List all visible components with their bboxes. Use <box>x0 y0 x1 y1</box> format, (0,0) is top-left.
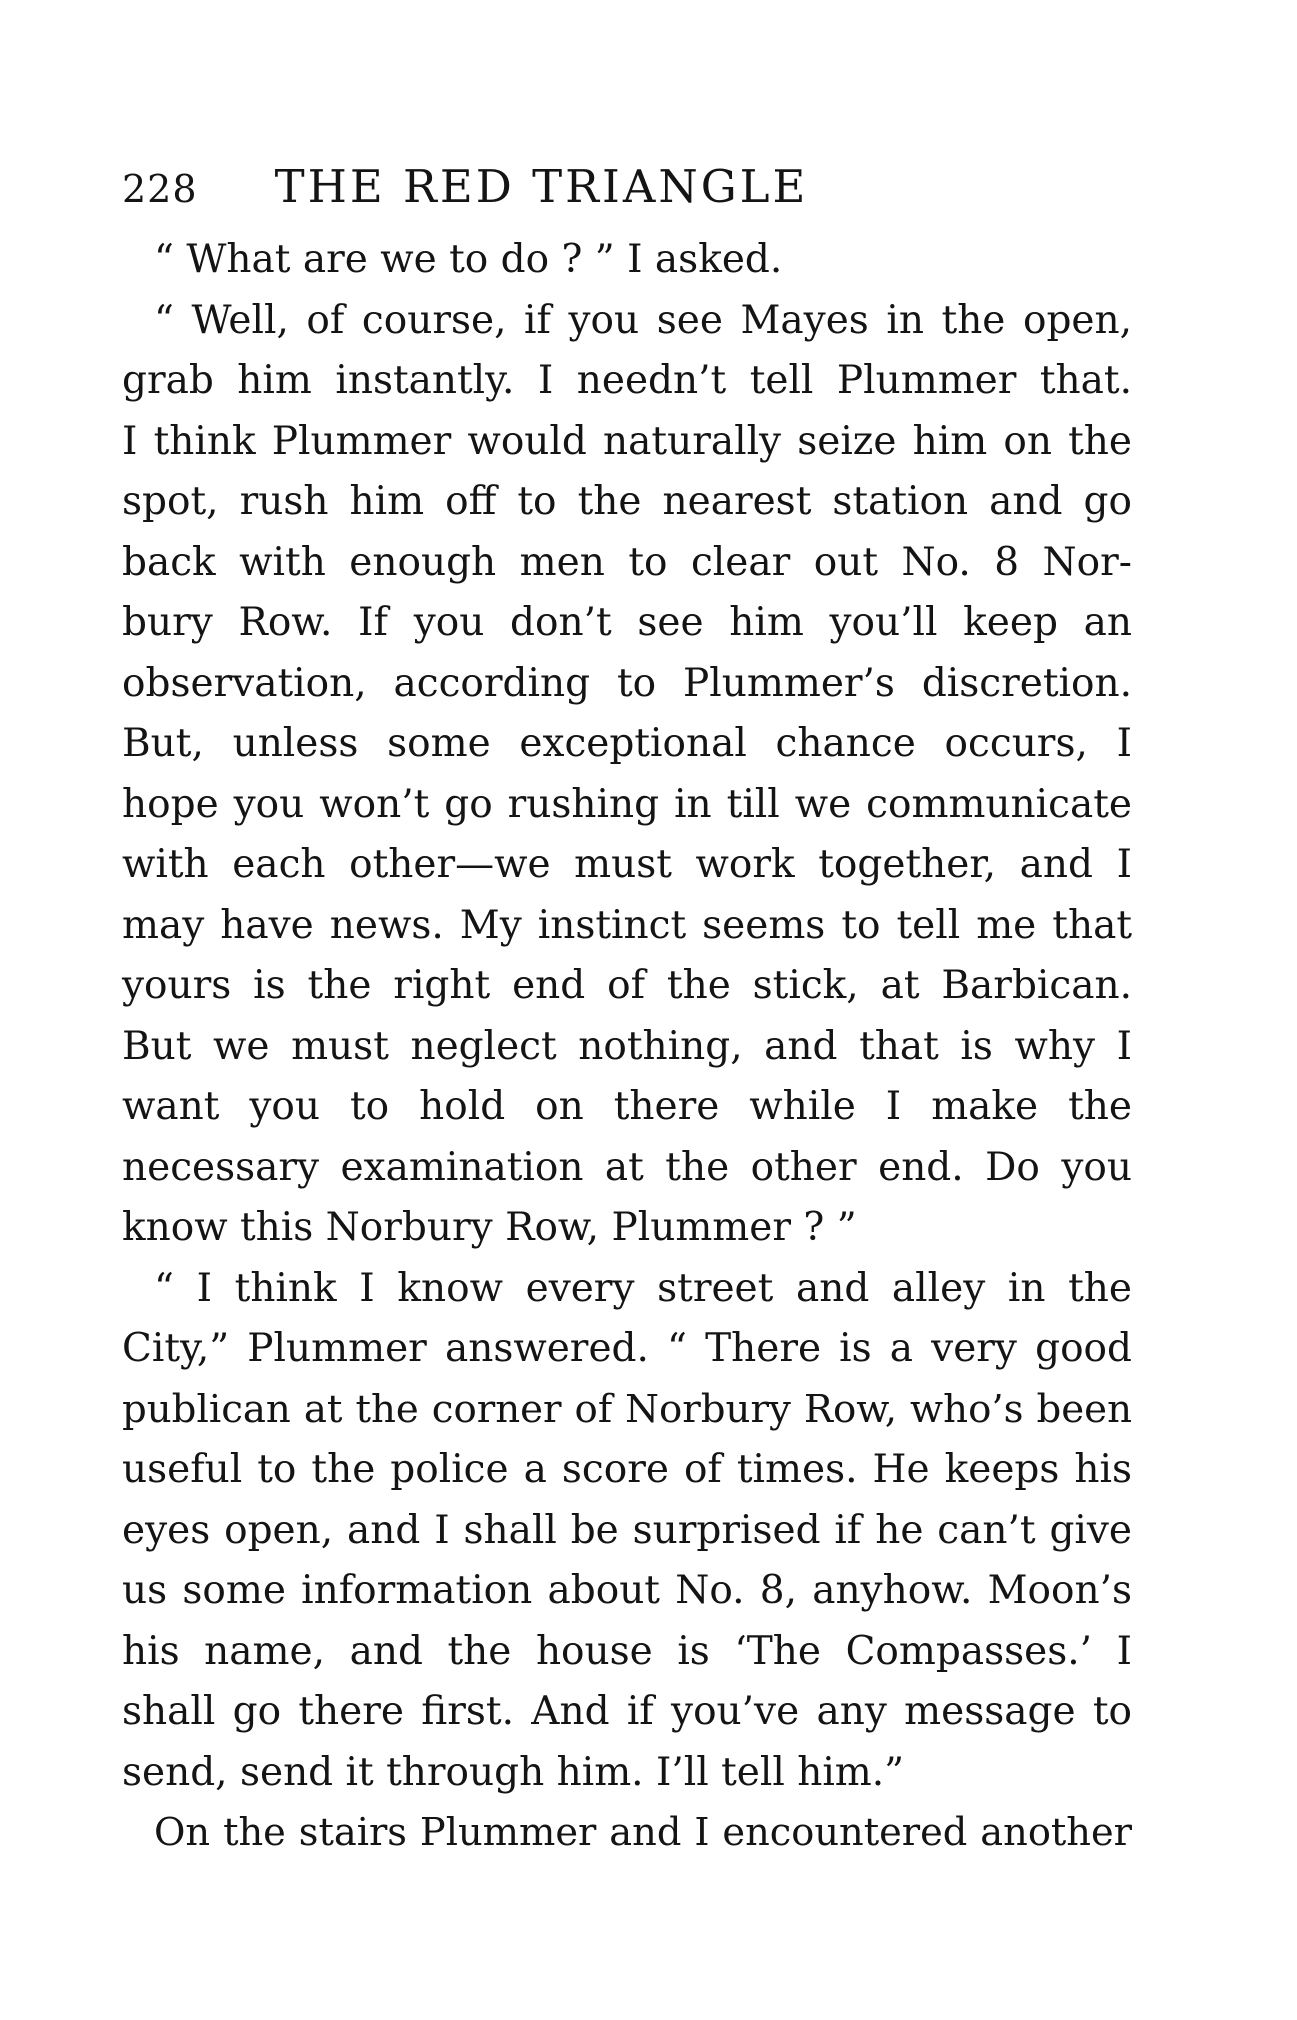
page-number: 228 <box>122 167 198 211</box>
text-line: useful to the police a score of times. He keeps his <box>122 1447 1132 1492</box>
text-line: I think Plummer would naturally seize him on the <box>122 418 1132 464</box>
text-line: yours is the right end of the stick, at Barbican. <box>122 963 1132 1008</box>
text-line: know this Norbury Row, Plummer ? ” <box>122 1205 857 1250</box>
text-line: grab him instantly. I needn’t tell Plummer that. <box>122 358 1132 403</box>
text-line: with each other—we must work together, and I <box>122 842 1132 887</box>
text-line: “ Well, of course, if you see Mayes in the open, <box>154 297 1132 343</box>
text-line: his name, and the house is ‘The Compasses.’ I <box>122 1628 1132 1674</box>
text-line: back with enough men to clear out No. 8 Nor- <box>122 539 1132 585</box>
text-line: want you to hold on there while I make the <box>122 1084 1132 1129</box>
text-line: us some information about No. 8, anyhow. Moon’s <box>122 1568 1132 1613</box>
text-line: send, send it through him. I’ll tell him.” <box>122 1749 905 1795</box>
text-line: On the stairs Plummer and I encountered another <box>154 1810 1132 1855</box>
body-text <box>122 230 1132 1864</box>
text-line: bury Row. If you don’t see him you’ll keep an <box>122 600 1132 645</box>
text-line: spot, rush him off to the nearest station and go <box>122 479 1132 524</box>
text-line: City,” Plummer answered. “ There is a very good <box>122 1326 1132 1371</box>
text-line: shall go there first. And if you’ve any message to <box>122 1689 1132 1734</box>
page-header <box>122 160 1132 220</box>
text-line: hope you won’t go rushing in till we communicate <box>122 781 1132 827</box>
text-line: But we must neglect nothing, and that is why I <box>122 1023 1132 1069</box>
text-line: eyes open, and I shall be surprised if he can’t give <box>122 1507 1132 1553</box>
text-line: observation, according to Plummer’s discretion. <box>122 660 1132 706</box>
text-line: But, unless some exceptional chance occurs, I <box>122 721 1132 766</box>
running-title: THE RED TRIANGLE <box>274 160 809 213</box>
text-line: publican at the corner of Norbury Row, who’s been <box>122 1386 1132 1432</box>
text-line: necessary examination at the other end. Do you <box>122 1144 1132 1190</box>
text-line: may have news. My instinct seems to tell me that <box>122 902 1132 948</box>
text-line: “ I think I know every street and alley in the <box>154 1265 1132 1311</box>
text-line: “ What are we to do ? ” I asked. <box>154 237 783 282</box>
